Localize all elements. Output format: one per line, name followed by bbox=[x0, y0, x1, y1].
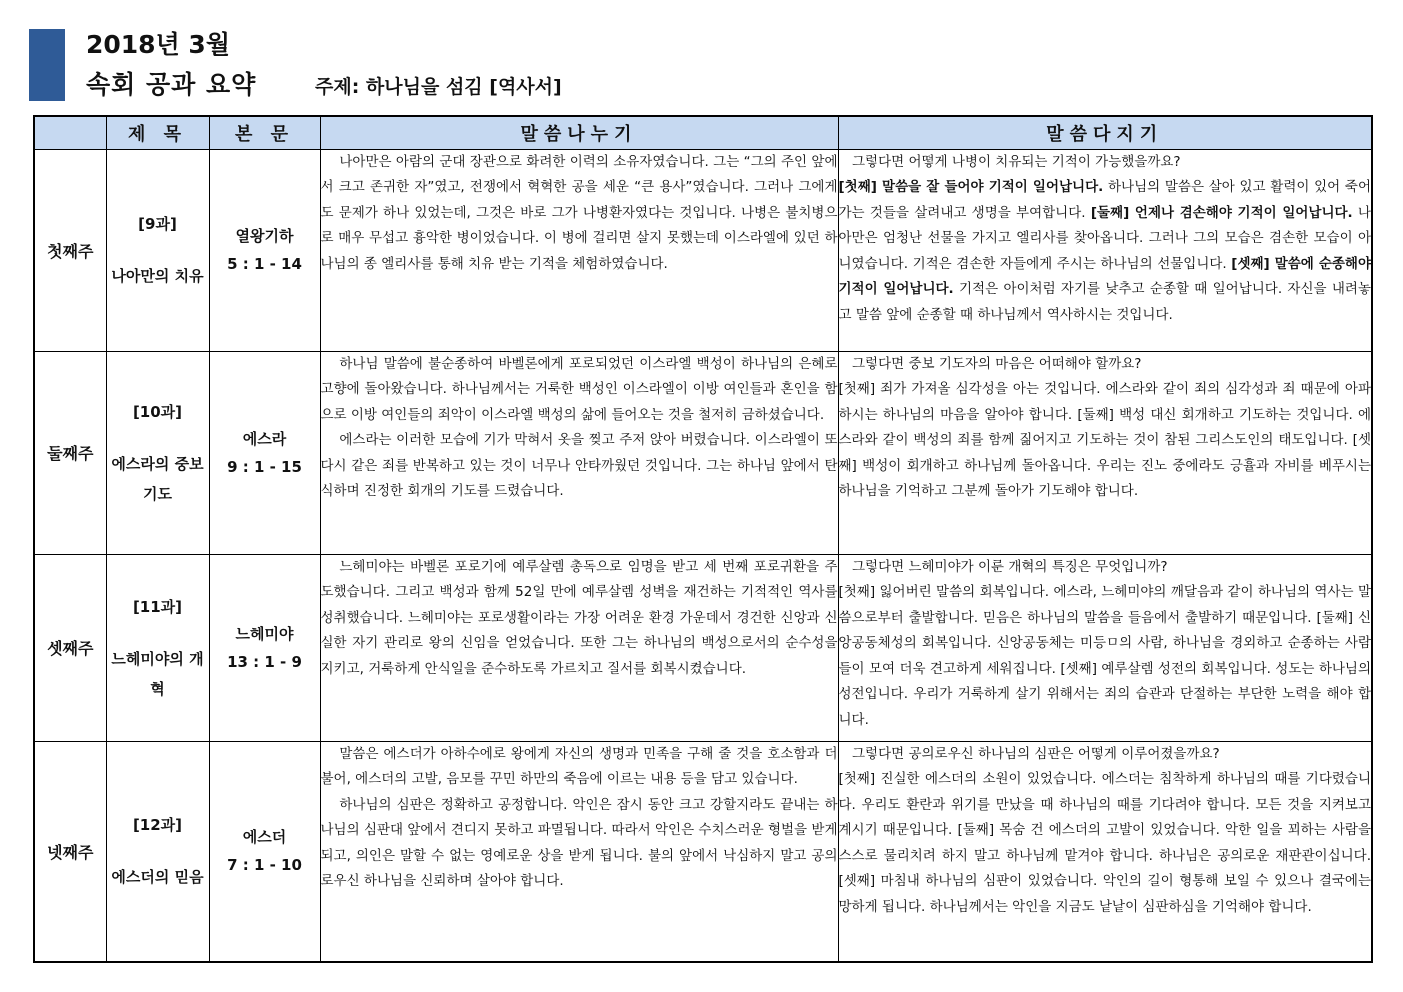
lesson-title: 나아만의 치유 bbox=[111, 267, 204, 285]
passage-book: 열왕기하 bbox=[235, 227, 294, 245]
passage-ref: 5 : 1 - 14 bbox=[227, 255, 302, 273]
header-week bbox=[34, 116, 106, 149]
apply-question: 그렇다면 공의로우신 하나님의 심판은 어떻게 이루어졌을까요? bbox=[852, 745, 1220, 762]
table-row bbox=[34, 741, 1372, 962]
passage-ref: 9 : 1 - 15 bbox=[227, 457, 302, 476]
lesson-cell bbox=[106, 741, 209, 962]
page-title: 속회 공과 요약 bbox=[86, 70, 257, 99]
lesson-title: 에스라의 중보기도 bbox=[111, 454, 204, 503]
passage-cell bbox=[209, 741, 320, 962]
table-row bbox=[34, 554, 1372, 741]
lesson-number: [10과] bbox=[132, 402, 183, 421]
share-text: 하나님 말씀에 불순종하여 바벨론에게 포로되었던 이스라엘 백성이 하나님의 은혜로 고향에 돌아왔습니다. 하나님께서는 거룩한 백성인 이스라엘이 이방 여인들과 혼인을 함으로 이방 여인들의 죄악이 이스라엘 백성의 삶에 들어오는 것을 철저히 금하셨습니다. bbox=[320, 355, 838, 423]
share-text: 말씀은 에스더가 아하수에로 왕에게 자신의 생명과 민족을 구해 줄 것을 호소함과 더불어, 에스더의 고발, 음모를 꾸민 하만의 죽음에 이르는 내용 등을 담고 있습니다. bbox=[320, 745, 838, 788]
week-label: 넷째주 bbox=[34, 741, 106, 962]
table-row bbox=[34, 149, 1372, 351]
apply-cell bbox=[838, 554, 1372, 741]
passage-ref: 7 : 1 - 10 bbox=[227, 856, 302, 875]
apply-point-2: [둘째] 언제나 겸손해야 기적이 일어납니다. bbox=[1090, 204, 1353, 221]
apply-cell bbox=[838, 351, 1372, 554]
table-header-row bbox=[34, 116, 1372, 149]
page-topic: 주제: 하나님을 섬김 [역사서] bbox=[315, 76, 562, 98]
lesson-cell bbox=[106, 351, 209, 554]
header-title: 제 목 bbox=[106, 116, 209, 149]
header-share: 말씀나누기 bbox=[320, 116, 838, 149]
share-cell bbox=[320, 741, 838, 962]
header-apply: 말씀다지기 bbox=[838, 116, 1372, 149]
lesson-cell bbox=[106, 149, 209, 351]
passage-cell bbox=[209, 149, 320, 351]
apply-question: 그렇다면 중보 기도자의 마음은 어떠해야 할까요? bbox=[852, 355, 1142, 372]
accent-bar bbox=[29, 29, 65, 101]
apply-text: [첫째] 진실한 에스더의 소원이 있었습니다. 에스더는 침착하게 하나님의 때를 기다렸습니다. 우리도 환란과 위기를 만났을 때 하나님의 때를 기다려야 합니다. 모든 것을 지켜보고 계시기 때문입니다. [둘째] 목숨 건 에스더의 고발이 있었습니다. 악한 일을 꾀하는 사람을 스스로 물리치려 하지 말고 하나님께 맡겨야 합니다. 하나님은 공의로운 재판관이십니다. [셋째] 마침내 하나님의 심판이 있었습니다. 악인의 길이 형통해 보일 수 있으나 결국에는 망하게 됩니다. 하나님께서는 악인을 지금도 낱낱이 심판하심을 기억해야 합니다. bbox=[838, 771, 1371, 916]
lesson-cell bbox=[106, 554, 209, 741]
apply-text-2: 나아만은 엄청난 선물을 가지고 엘리사를 찾아옵니다. 그러나 그의 모습은 겸손한 모습이 아니였습니다. 기적은 겸손한 자들에게 주시는 하나님의 선물입니다. bbox=[838, 204, 1371, 272]
share-text: 나아만은 아람의 군대 장관으로 화려한 이력의 소유자였습니다. 그는 “그의 주인 앞에서 크고 존귀한 자”였고, 전쟁에서 혁혁한 공을 세운 “큰 용사”였습니다. 그러나 그에게도 문제가 하나 있었는데, 그것은 바로 그가 나병환자였다는 것입니다. 나병은 불치병으로 매우 무섭고 흉악한 병이었습니다. 이 병에 걸리면 살지 못했는데 이스라엘에 있던 하나님의 종 엘리사를 통해 치유 받는 기적을 체험하였습니다. bbox=[320, 153, 838, 272]
lesson-number: [12과] bbox=[132, 816, 183, 835]
passage-book: 에스라 bbox=[242, 429, 287, 448]
passage-book: 에스더 bbox=[242, 828, 287, 847]
apply-text: [첫째] 잃어버린 말씀의 회복입니다. 에스라, 느헤미야의 깨달음과 같이 하나님의 역사는 말씀으로부터 출발합니다. 믿음은 하나님의 말씀을 들음에서 출발하기 때문입니다. [둘째] 신앙공동체성의 회복입니다. 신앙공동체는 미등ㅁ의 사람, 하나님을 경외하고 순종하는 사람들이 모여 더욱 견고하게 세워집니다. [셋째] 예루살렘 성전의 회복입니다. 성도는 하나님의 성전입니다. 우리가 거룩하게 살기 위해서는 죄의 습관과 단절하는 부단한 노력을 해야 합니다. bbox=[838, 584, 1371, 729]
week-label: 첫째주 bbox=[34, 149, 106, 351]
lesson-summary-table bbox=[33, 115, 1373, 963]
passage-cell bbox=[209, 554, 320, 741]
lesson-number: [11과] bbox=[132, 597, 183, 616]
apply-text: [첫째] 죄가 가져올 심각성을 아는 것입니다. 에스라와 같이 죄의 심각성과 죄 때문에 아파하시는 하나님의 마음을 알아야 합니다. [둘째] 백성 대신 회개하고 기도하는 것입니다. 에스라와 같이 백성의 죄를 함께 짊어지고 기도하는 것이 참된 그리스도인의 태도입니다. [셋째] 백성이 회개하고 하나님께 돌아옵니다. 우리는 진노 중에라도 긍휼과 자비를 베푸시는 하나님을 기억하고 그분께 돌아가 기도해야 합니다. bbox=[838, 381, 1371, 500]
passage-cell bbox=[209, 351, 320, 554]
lesson-title: 느헤미야의 개혁 bbox=[111, 649, 204, 698]
week-label: 셋째주 bbox=[34, 554, 106, 741]
apply-cell bbox=[838, 741, 1372, 962]
share-text: 에스라는 이러한 모습에 기가 막혀서 옷을 찢고 주저 앉아 버렸습니다. 이스라엘이 또 다시 같은 죄를 반복하고 있는 것이 너무나 안타까웠던 것입니다. 그는 하나님 앞에서 탄식하며 진정한 회개의 기도를 드렸습니다. bbox=[320, 432, 838, 500]
apply-point-1: [첫째] 말씀을 잘 들어야 기적이 일어납니다. bbox=[838, 179, 1104, 196]
page-date: 2018년 3월 bbox=[86, 30, 230, 59]
passage-ref: 13 : 1 - 9 bbox=[227, 652, 302, 671]
share-cell bbox=[320, 351, 838, 554]
header-passage: 본 문 bbox=[209, 116, 320, 149]
lesson-number: [9과] bbox=[138, 215, 177, 233]
apply-point-3: [셋째] 말씀에 순종해야 기적이 일어납니다. bbox=[838, 255, 1371, 298]
share-cell bbox=[320, 554, 838, 741]
lesson-title: 에스더의 믿음 bbox=[111, 868, 204, 887]
apply-text-3: 기적은 아이처럼 자기를 낮추고 순종할 때 일어납니다. 자신을 내려놓고 말씀 앞에 순종할 때 하나님께서 역사하시는 것입니다. bbox=[838, 281, 1372, 324]
week-label: 둘째주 bbox=[34, 351, 106, 554]
apply-question: 그렇다면 어떻게 나병이 치유되는 기적이 가능했을까요? bbox=[852, 153, 1181, 170]
passage-book: 느헤미야 bbox=[235, 624, 294, 643]
apply-text bbox=[839, 175, 1372, 329]
share-text: 느헤미야는 바벨론 포로기에 예루살렘 총독으로 임명을 받고 세 번째 포로귀환을 주도했습니다. 그리고 백성과 함께 52일 만에 예루살렘 성벽을 재건하는 기적적인 역사를 성취했습니다. 느헤미야는 포로생활이라는 가장 어려운 환경 가운데서 경건한 신앙과 신실한 자기 관리로 왕의 신임을 얻었습니다. 또한 그는 하나님의 백성으로서의 순수성을 지키고, 거룩하게 안식일을 준수하도록 가르치고 질서를 회복시켰습니다. bbox=[320, 558, 838, 677]
share-text: 하나님의 심판은 정확하고 공정합니다. 악인은 잠시 동안 크고 강할지라도 끝내는 하나님의 심판대 앞에서 견디지 못하고 파멸됩니다. 따라서 악인은 수치스러운 형벌을 받게 되고, 의인은 말할 수 없는 영예로운 상을 받게 됩니다. 불의 앞에서 낙심하지 말고 공의로우신 하나님을 신뢰하며 살아야 합니다. bbox=[320, 796, 838, 890]
apply-text-1: 하나님의 말씀은 살아 있고 활력이 있어 죽어가는 것들을 살려내고 생명을 부여합니다. bbox=[838, 179, 1372, 221]
share-cell bbox=[320, 149, 838, 351]
apply-question: 그렇다면 느헤미야가 이룬 개혁의 특징은 무엇입니까? bbox=[852, 558, 1168, 575]
apply-cell bbox=[838, 149, 1372, 351]
table-row bbox=[34, 351, 1372, 554]
